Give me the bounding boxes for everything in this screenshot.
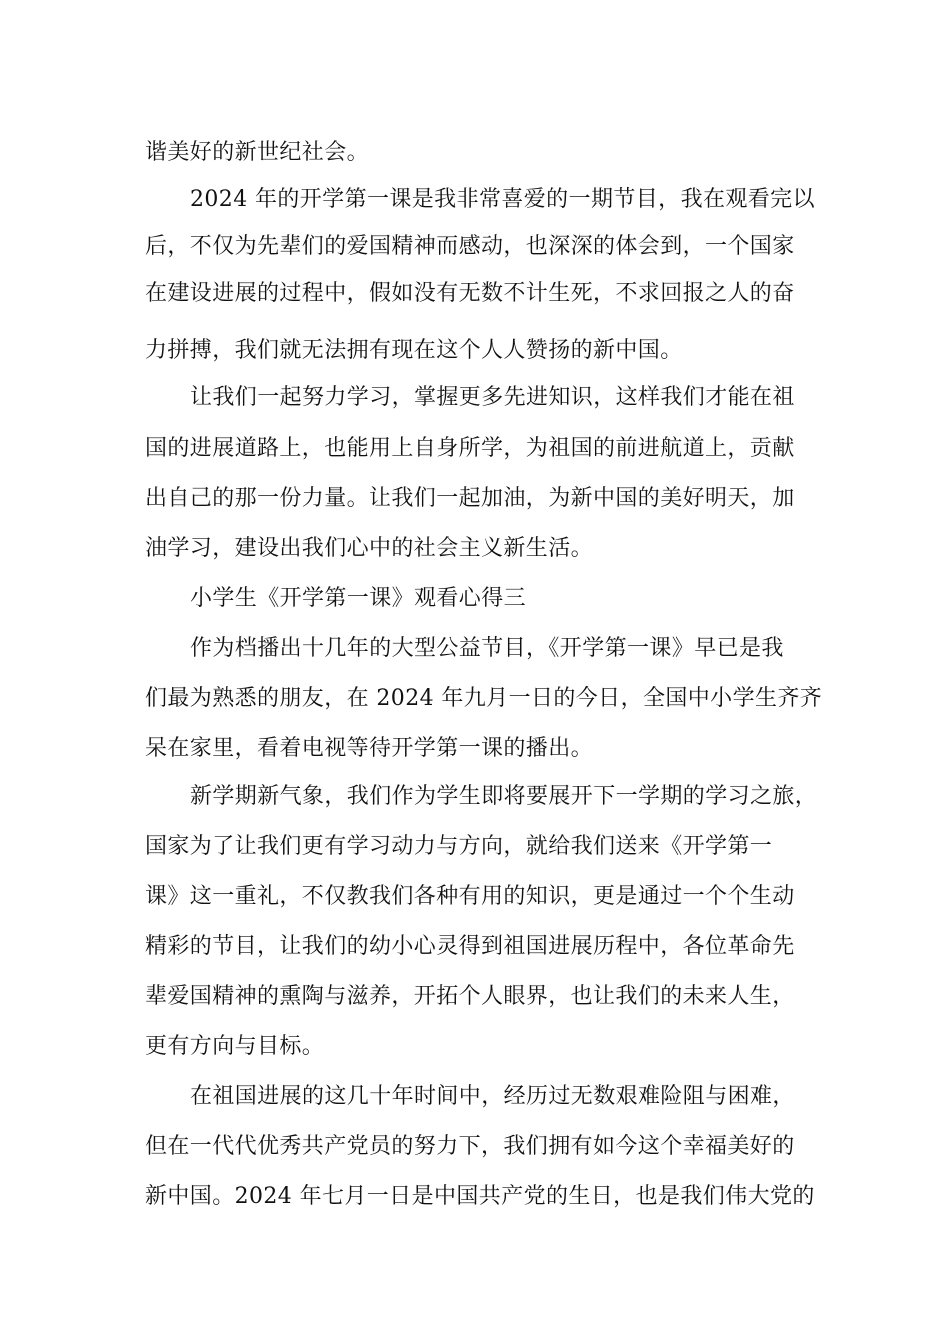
- text-line: 新学期新气象，我们作为学生即将要展开下一学期的学习之旅，: [190, 784, 818, 809]
- text-line: 课》这一重礼，不仅教我们各种有用的知识，更是通过一个个生动: [145, 884, 795, 909]
- text-line: 在祖国进展的这几十年时间中，经历过无数艰难险阻与困难，: [190, 1084, 795, 1109]
- text-line: 更有方向与目标。: [145, 1034, 325, 1059]
- text-line: 精彩的节目，让我们的幼小心灵得到祖国进展历程中，各位革命先: [145, 934, 795, 959]
- text-line: 油学习，建设出我们心中的社会主义新生活。: [145, 536, 594, 561]
- text-line: 辈爱国精神的熏陶与滋养，开拓个人眼界，也让我们的未来人生，: [145, 984, 795, 1009]
- text-line: 在建设进展的过程中，假如没有无数不计生死，不求回报之人的奋: [145, 281, 795, 306]
- text-line: 但在一代代优秀共产党员的努力下，我们拥有如今这个幸福美好的: [145, 1134, 795, 1159]
- text-line: 2024 年的开学第一课是我非常喜爱的一期节目，我在观看完以: [190, 187, 815, 212]
- text-line: 让我们一起努力学习，掌握更多先进知识，这样我们才能在祖: [190, 385, 795, 410]
- text-line: 国家为了让我们更有学习动力与方向，就给我们送来《开学第一: [145, 834, 773, 859]
- text-line: 出自己的那一份力量。让我们一起加油，为新中国的美好明天，加: [145, 486, 795, 511]
- text-line: 新中国。2024 年七月一日是中国共产党的生日，也是我们伟大党的: [145, 1184, 815, 1209]
- text-line: 谐美好的新世纪社会。: [145, 140, 370, 165]
- text-line: 国的进展道路上，也能用上自身所学，为祖国的前进航道上，贡献: [145, 436, 795, 461]
- text-line: 呆在家里，看着电视等待开学第一课的播出。: [145, 736, 594, 761]
- text-line: 后，不仅为先辈们的爱国精神而感动，也深深的体会到，一个国家: [145, 234, 795, 259]
- section-heading: 小学生《开学第一课》观看心得三: [190, 586, 527, 611]
- text-line: 作为档播出十几年的大型公益节目，《开学第一课》早已是我: [190, 636, 784, 661]
- text-line: 力拼搏，我们就无法拥有现在这个人人赞扬的新中国。: [145, 338, 683, 363]
- text-line: 们最为熟悉的朋友，在 2024 年九月一日的今日，全国中小学生齐齐: [145, 686, 823, 711]
